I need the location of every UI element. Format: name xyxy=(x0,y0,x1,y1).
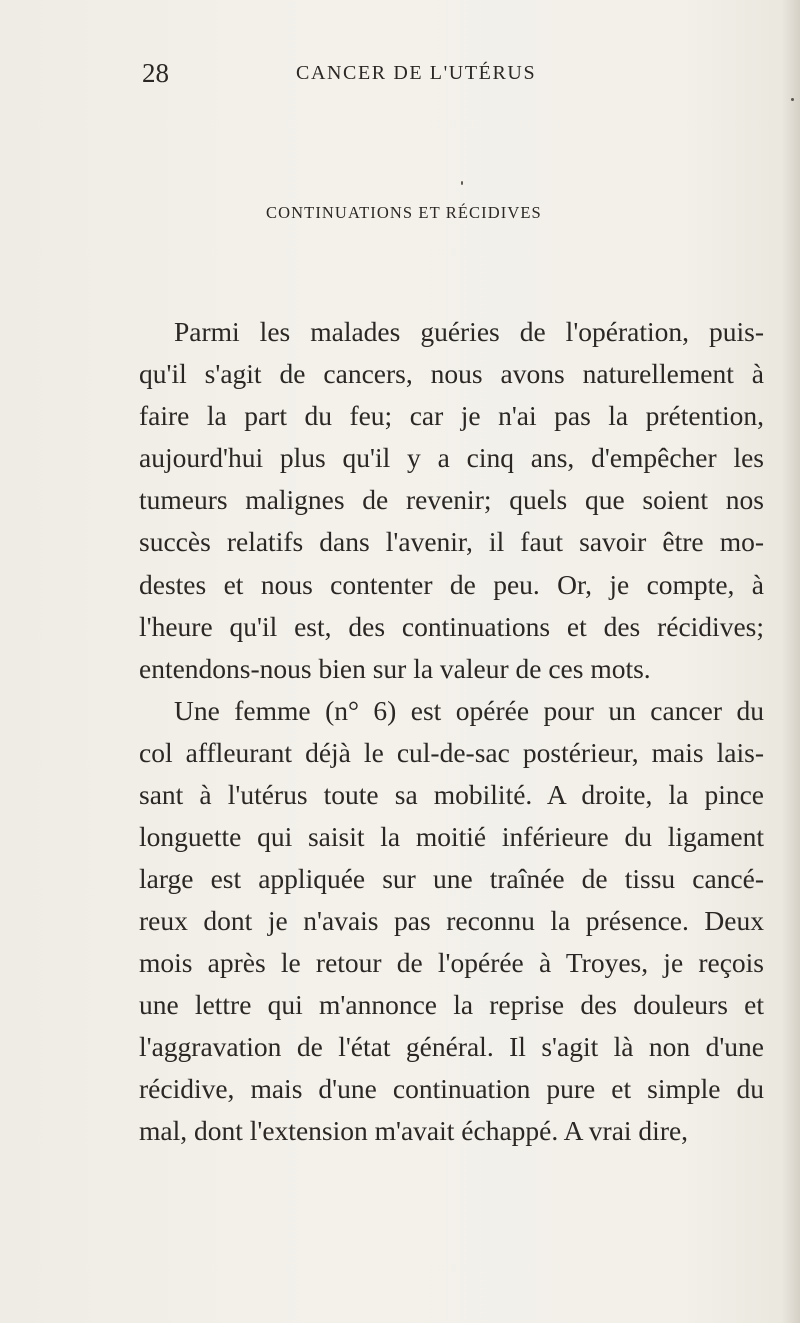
text-line xyxy=(0,358,800,402)
text-line-content: mois après le retour de l'opérée à Troyes, je reçois xyxy=(139,947,764,978)
page-number: 28 xyxy=(142,58,169,88)
text-line-content: mal, dont l'extension m'avait échappé. A vrai dire, xyxy=(139,1115,689,1146)
text-line xyxy=(0,484,800,528)
text-line xyxy=(0,695,800,739)
text-line xyxy=(0,1031,800,1075)
text-line xyxy=(0,611,800,655)
text-line-content: faire la part du feu; car je n'ai pas la prétention, xyxy=(139,400,764,431)
text-line xyxy=(0,653,800,697)
text-line xyxy=(0,905,800,949)
text-line-content: aujourd'hui plus qu'il y a cinq ans, d'empêcher les xyxy=(139,442,764,473)
text-line xyxy=(0,863,800,907)
text-line xyxy=(0,947,800,991)
text-line xyxy=(0,1115,800,1159)
text-line-content: Parmi les malades guéries de l'opération, puis- xyxy=(174,316,764,347)
text-line-content: destes et nous contenter de peu. Or, je compte, à xyxy=(139,569,764,600)
text-line xyxy=(0,779,800,823)
text-line-content: succès relatifs dans l'avenir, il faut savoir être mo- xyxy=(139,526,764,557)
text-line xyxy=(0,1073,800,1117)
text-line-content: l'aggravation de l'état général. Il s'agit là non d'une xyxy=(139,1031,764,1062)
text-line-content: une lettre qui m'annonce la reprise des douleurs et xyxy=(139,989,764,1020)
text-line-content: reux dont je n'avais pas reconnu la présence. Deux xyxy=(139,905,764,936)
text-line xyxy=(0,442,800,486)
section-title: CONTINUATIONS ET RÉCIDIVES xyxy=(266,203,542,222)
text-line-content: récidive, mais d'une continuation pure et simple du xyxy=(139,1073,764,1104)
text-line xyxy=(0,821,800,865)
text-line xyxy=(0,989,800,1033)
text-line xyxy=(0,316,800,360)
running-head: CANCER DE L'UTÉRUS xyxy=(296,62,537,84)
text-line-content: tumeurs malignes de revenir; quels que soient nos xyxy=(139,484,764,515)
text-line xyxy=(0,569,800,613)
text-line-content: Une femme (n° 6) est opérée pour un cancer du xyxy=(174,695,764,726)
ink-speck xyxy=(791,98,794,101)
ink-speck xyxy=(461,181,463,185)
text-line xyxy=(0,526,800,570)
text-line-content: large est appliquée sur une traînée de tissu cancé- xyxy=(139,863,764,894)
text-line-content: l'heure qu'il est, des continuations et des récidives; xyxy=(139,611,764,642)
text-line-content: longuette qui saisit la moitié inférieure du ligament xyxy=(139,821,764,852)
text-line-content: qu'il s'agit de cancers, nous avons naturellement à xyxy=(139,358,764,389)
text-line xyxy=(0,400,800,444)
text-line-content: sant à l'utérus toute sa mobilité. A droite, la pince xyxy=(139,779,764,810)
text-line-content: col affleurant déjà le cul-de-sac postérieur, mais lais- xyxy=(139,737,764,768)
text-line xyxy=(0,737,800,781)
text-line-content: entendons-nous bien sur la valeur de ces mots. xyxy=(139,653,651,684)
